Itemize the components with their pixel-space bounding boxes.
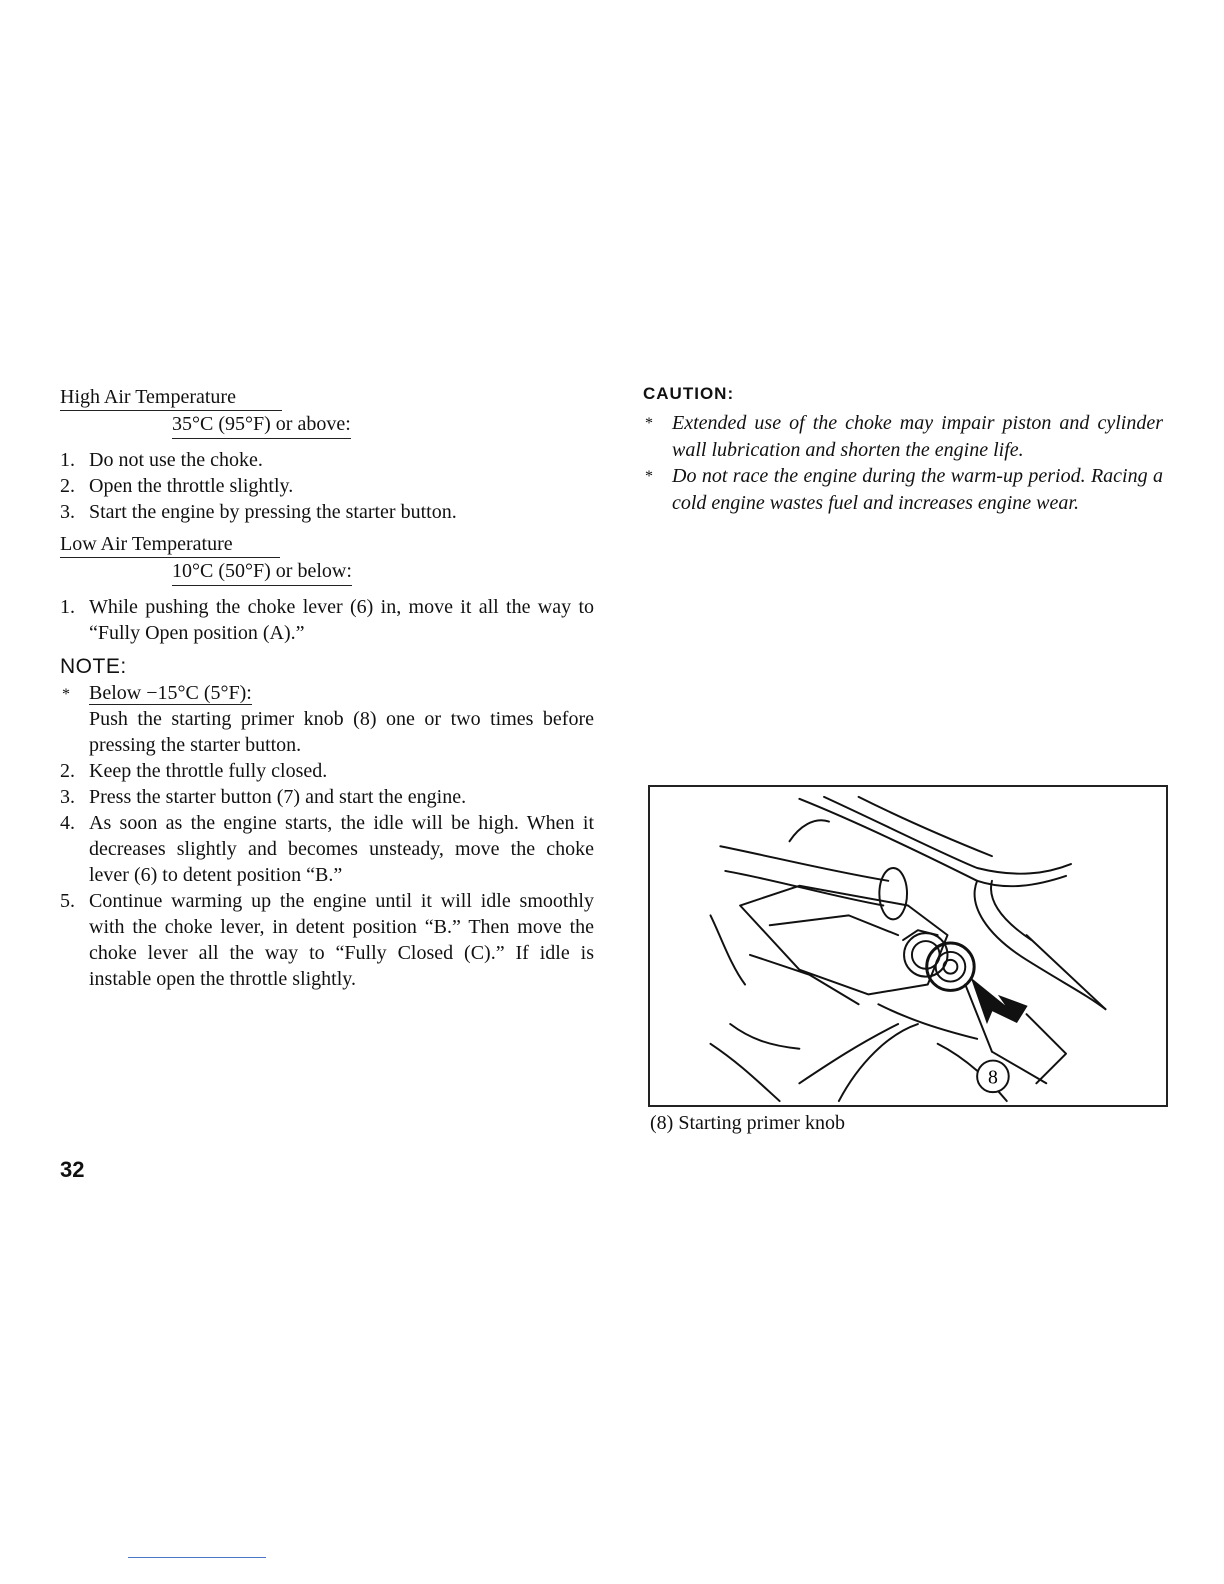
high-air-section bbox=[60, 384, 594, 525]
list-item bbox=[60, 594, 594, 646]
step-number: 3. bbox=[60, 501, 75, 523]
page-number: 32 bbox=[60, 1157, 85, 1182]
caution-title: CAUTION: bbox=[643, 384, 735, 403]
step-text: Press the starter button (7) and start the engine. bbox=[89, 786, 467, 808]
primer-knob-drawing bbox=[650, 787, 1166, 1105]
engine-illustration bbox=[648, 785, 1168, 1107]
step-text: Continue warming up the engine until it will idle smoothly with the choke lever, in detent position “B.” Then move the choke lever all the way to “Fully Closed (C).” If idle is instable open the throttle slightly. bbox=[89, 890, 594, 990]
step-number: 3. bbox=[60, 786, 75, 808]
note-item bbox=[60, 680, 594, 758]
step-text: Start the engine by pressing the starter button. bbox=[89, 501, 457, 523]
low-air-section bbox=[60, 531, 594, 992]
caution-item bbox=[643, 410, 1163, 463]
step-text: Do not use the choke. bbox=[89, 449, 263, 471]
high-air-heading: High Air Temperature bbox=[60, 384, 282, 411]
step-number: 1. bbox=[60, 596, 75, 618]
list-item bbox=[60, 758, 594, 784]
step-number: 2. bbox=[60, 475, 75, 497]
list-item bbox=[60, 784, 594, 810]
step-number: 2. bbox=[60, 760, 75, 782]
note-text: Push the starting primer knob (8) one or two times before pressing the starter button. bbox=[89, 708, 594, 756]
bullet-icon: * bbox=[62, 686, 70, 703]
low-air-steps bbox=[60, 594, 594, 646]
list-item bbox=[60, 888, 594, 992]
low-air-heading: Low Air Temperature bbox=[60, 531, 280, 558]
bullet-icon: * bbox=[645, 415, 653, 432]
caution-text: Do not race the engine during the warm-up period. Racing a cold engine wastes fuel and increases engine wear. bbox=[672, 465, 1163, 514]
footer-rule bbox=[128, 1557, 266, 1558]
list-item bbox=[60, 810, 594, 888]
bullet-icon: * bbox=[645, 468, 653, 485]
step-number: 4. bbox=[60, 812, 75, 834]
note-list bbox=[60, 680, 594, 992]
note-condition: Below −15°C (5°F): bbox=[89, 682, 252, 704]
right-column bbox=[643, 384, 1163, 516]
left-column bbox=[60, 384, 594, 992]
high-air-steps bbox=[60, 447, 594, 525]
step-number: 1. bbox=[60, 449, 75, 471]
list-item bbox=[60, 447, 594, 473]
caution-list bbox=[643, 410, 1163, 516]
figure-caption: (8) Starting primer knob bbox=[650, 1112, 845, 1134]
step-text: While pushing the choke lever (6) in, move it all the way to “Fully Open position (A).” bbox=[89, 596, 594, 644]
step-text: As soon as the engine starts, the idle will be high. When it decreases slightly and becomes unsteady, move the choke lever (6) to detent position “B.” bbox=[89, 812, 594, 886]
step-text: Open the throttle slightly. bbox=[89, 475, 294, 497]
caution-text: Extended use of the choke may impair piston and cylinder wall lubrication and shorten the engine life. bbox=[672, 412, 1163, 461]
caution-item bbox=[643, 463, 1163, 516]
list-item bbox=[60, 499, 594, 525]
note-title: NOTE: bbox=[60, 655, 127, 678]
list-item bbox=[60, 473, 594, 499]
step-text: Keep the throttle fully closed. bbox=[89, 760, 328, 782]
step-number: 5. bbox=[60, 890, 75, 912]
high-air-range: 35°C (95°F) or above: bbox=[172, 411, 351, 439]
low-air-range: 10°C (50°F) or below: bbox=[172, 558, 352, 586]
callout-8-label: 8 bbox=[987, 1066, 998, 1089]
